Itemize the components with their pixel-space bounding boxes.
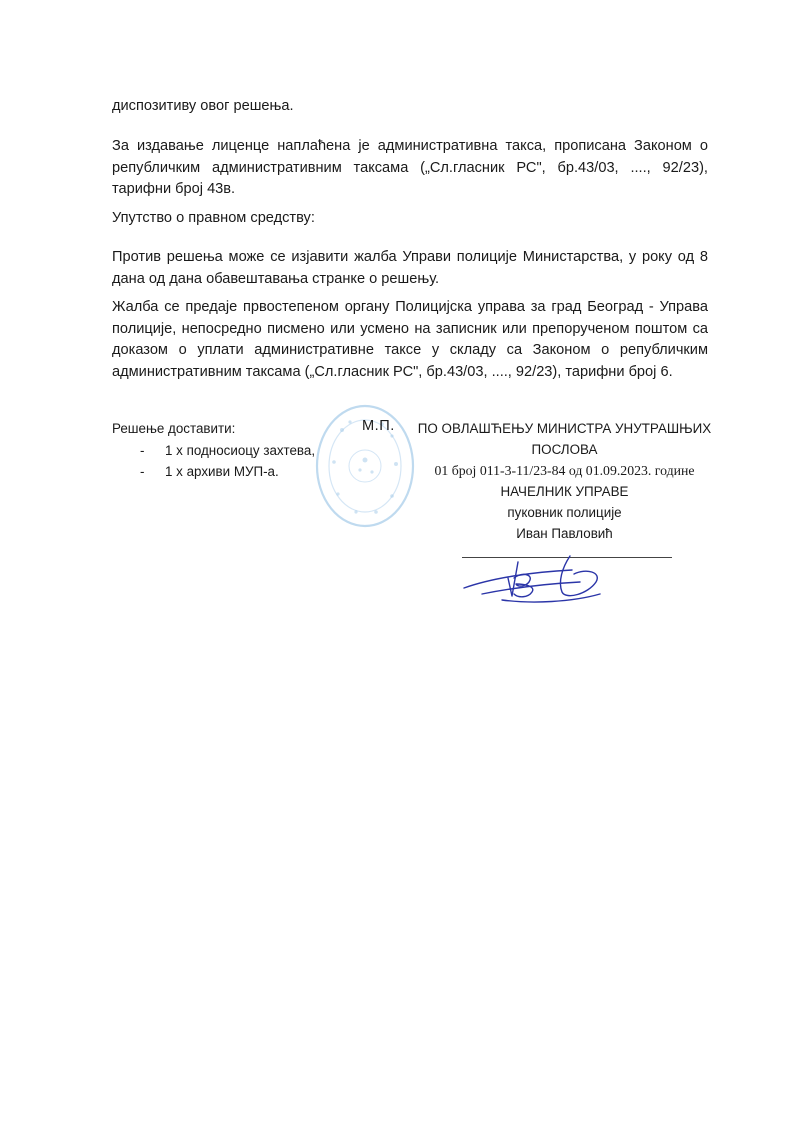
delivery-item: - 1 x архиви МУП-а.: [112, 461, 315, 483]
signatory-rank: пуковник полиције: [507, 505, 622, 520]
reference-number: 01 број 011-3-11/23-84 од 01.09.2023. године: [434, 463, 695, 478]
stamp-label: М.П.: [362, 418, 395, 434]
signatory-title: НАЧЕЛНИК УПРАВЕ: [500, 484, 629, 499]
signatory-block: [412, 418, 717, 544]
authority-line-2: ПОСЛОВА: [531, 442, 598, 457]
handwritten-signature: [462, 548, 612, 608]
delivery-item: - 1 x подносиоцу захтева,: [112, 440, 315, 462]
paragraph-legal-remedy-heading: Упутство о правном средству:: [112, 210, 315, 226]
paragraph-disposition: диспозитиву овог решења.: [112, 98, 294, 114]
paragraph-fee: За издавање лиценце наплаћена је административна такса, прописана Законом о републичким административним таксама („Сл.гласник РС", бр.43/03, ...., 92/23), тарифни број 43в.: [112, 138, 708, 197]
paragraph-appeal-submission: Жалба се предаје првостепеном органу Полицијска управа за град Београд - Управа полиције, непосредно писмено или усмено на записник или препорученом поштом са доказом о уплати административне таксе у складу са Законом о републичким административним таксама („Сл.гласник РС", бр.43/03, ...., 92/23), тарифни број 6.: [112, 299, 708, 380]
signatory-name: Иван Павловић: [516, 526, 613, 541]
paragraph-appeal: Против решења може се изјавити жалба Управи полиције Министарства, у року од 8 дана од дана обавештавања странке о решењу.: [112, 249, 708, 287]
delivery-title: Решење доставити:: [112, 421, 236, 436]
authority-line-1: ПО ОВЛАШЋЕЊУ МИНИСТРА УНУТРАШЊИХ: [417, 421, 712, 436]
delivery-list: [112, 418, 315, 483]
